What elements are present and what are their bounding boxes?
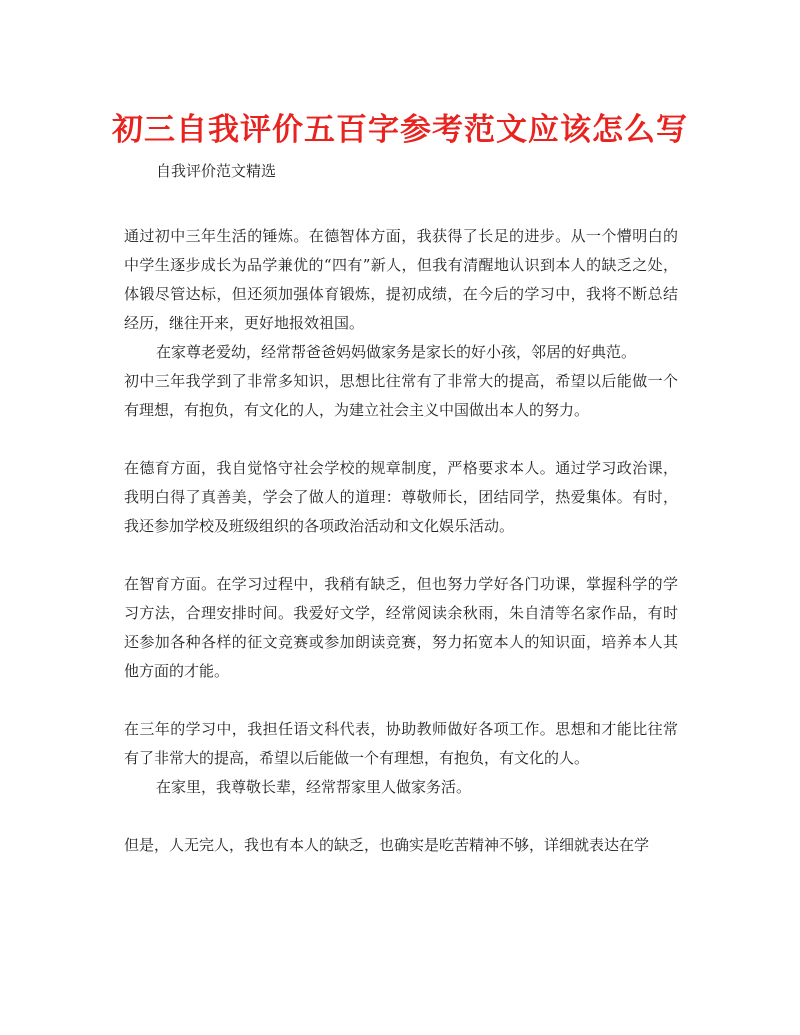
document-subtitle: 自我评价范文精选 <box>156 162 277 180</box>
document-body <box>124 222 678 860</box>
paragraph-2: 在家尊老爱幼，经常帮爸爸妈妈做家务是家长的好小孩，邻居的好典范。 <box>156 343 637 361</box>
paragraph-1: 通过初中三年生活的锤炼。在德智体方面，我获得了长足的进步。从一个懵明白的中学生逐步成长为品学兼优的“四有”新人，但我有清醒地认识到本人的缺乏之处，体锻尽管达标，但还须加强体育锻炼，提初成绩，在今后的学习中，我将不断总结经历，继往开来，更好地报效祖国。 <box>124 227 678 332</box>
paragraph-gap <box>124 686 678 715</box>
paragraph-4: 在德育方面，我自觉恪守社会学校的规章制度，严格要求本人。通过学习政治课，我明白得了真善美，学会了做人的道理：尊敬师长，团结同学，热爱集体。有时，我还参加学校及班级组织的各项政治活动和文化娱乐活动。 <box>124 459 678 535</box>
paragraph-3: 初中三年我学到了非常多知识，思想比往常有了非常大的提高，希望以后能做一个有理想，有抱负，有文化的人，为建立社会主义中国做出本人的努力。 <box>124 372 678 419</box>
paragraph-5: 在智育方面。在学习过程中，我稍有缺乏，但也努力学好各门功课，掌握科学的学习方法，合理安排时间。我爱好文学，经常阅读余秋雨，朱自清等名家作品，有时还参加各种各样的征文竞赛或参加朗读竞赛，努力拓宽本人的知识面，培养本人其他方面的才能。 <box>124 575 678 680</box>
paragraph-gap <box>124 802 678 831</box>
paragraph-gap <box>124 541 678 570</box>
document-title: 初三自我评价五百字参考范文应该怎么写 <box>112 112 688 148</box>
paragraph-7: 在家里，我尊敬长辈，经常帮家里人做家务活。 <box>156 778 472 796</box>
paragraph-gap <box>124 425 678 454</box>
paragraph-8: 但是，人无完人，我也有本人的缺乏，也确实是吃苦精神不够，详细就表达在学 <box>124 836 650 854</box>
paragraph-6: 在三年的学习中，我担任语文科代表，协助教师做好各项工作。思想和才能比往常有了非常大的提高，希望以后能做一个有理想，有抱负，有文化的人。 <box>124 720 678 767</box>
